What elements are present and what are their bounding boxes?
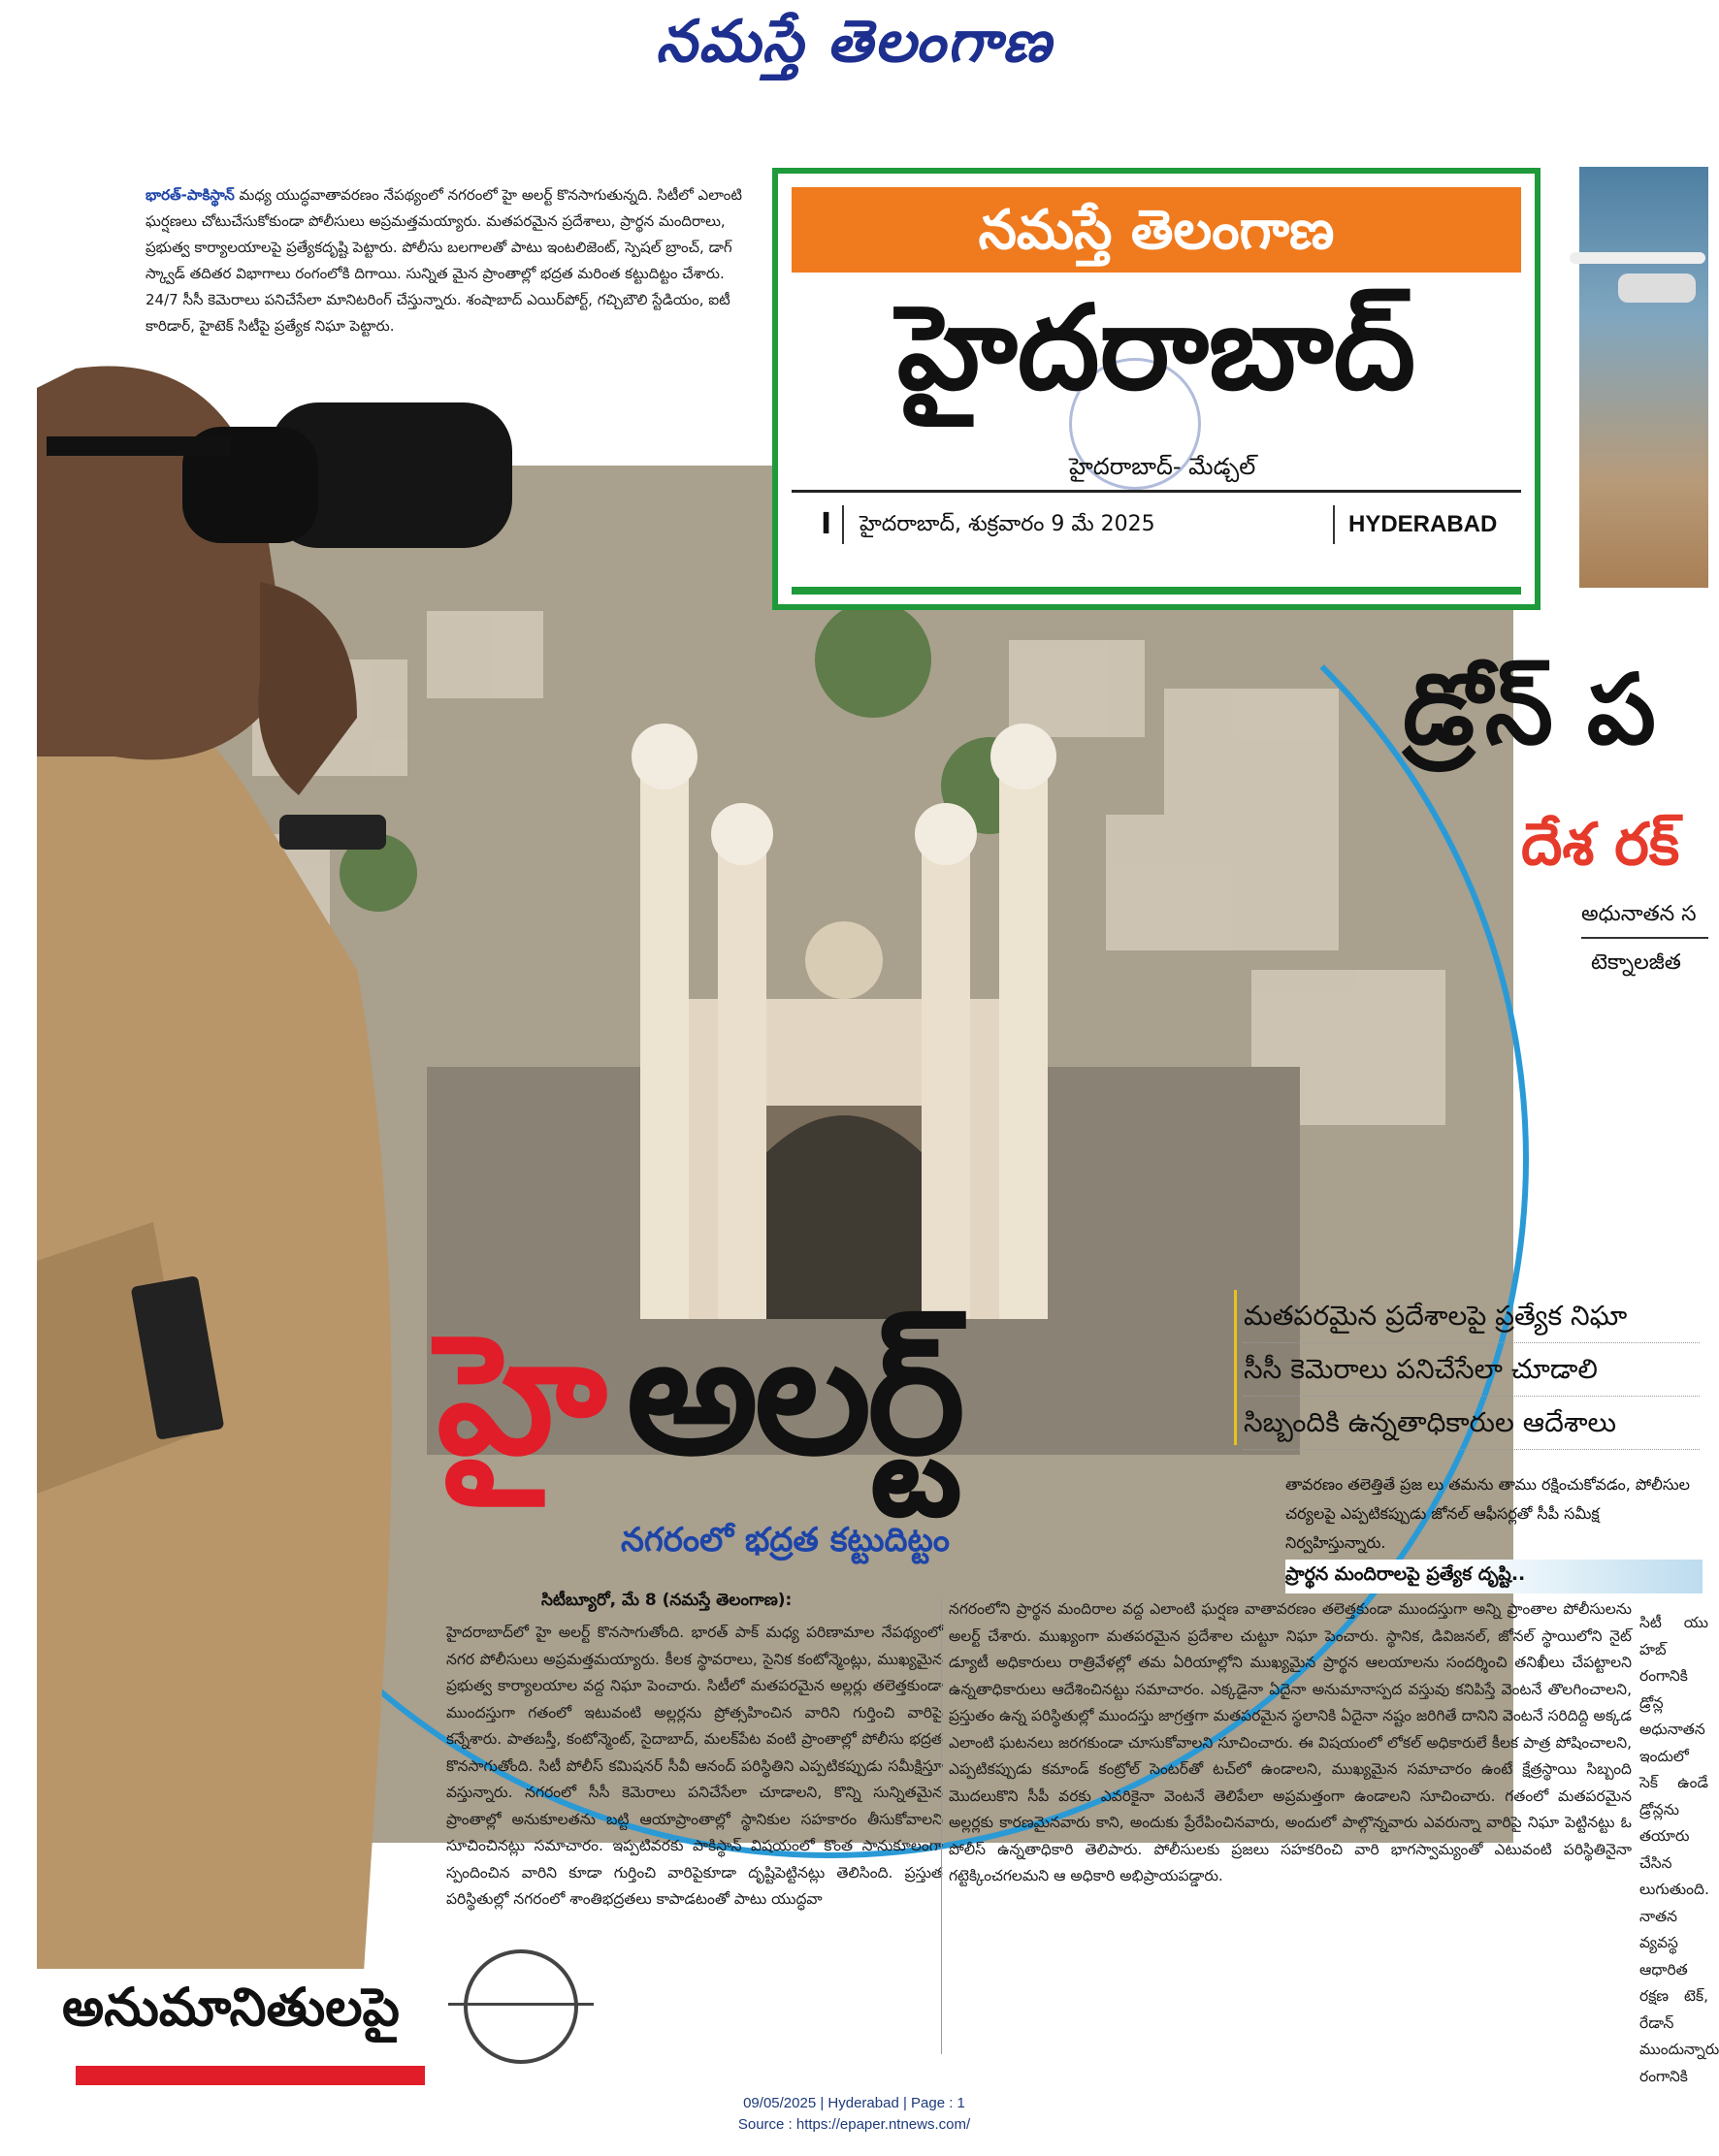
article-column-2: నగరంలోని ప్రార్థన మందిరాల వద్ద ఎలాంటి ఘర్షణ వాతావరణం తలెత్తకుండా ముందస్తుగా అన్ని ప్రాంతాల పోలీసులను అలర్ట్‌ చేశారు. ముఖ్యంగా మతపరమైన ప్రదేశాల చుట్టూ నిఘా పెంచారు. స్థానిక, డివిజనల్‌, జోనల్‌ స్థాయిలోని నైట్‌ డ్యూటీ అధికారులు రాత్రివేళల్లో తమ ఏరియాల్లోని ముఖ్యమైన ప్రార్థన ఆలయాలను సందర్శించి తనిఖీలు చేపట్టాలని ఉన్నతాధికారులు ఆదేశించినట్టు సమాచారం. ఎక్కడైనా ఏదైనా అనుమానాస్పద వస్తువు కనిపిస్తే వెంటనే తొలగించాలని, ప్రస్తుతం ఉన్న పరిస్థితుల్లో ముందస్తు జాగ్రత్తగా మతపరమైన స్థలానికి ఏదైనా నష్టం జరిగితే దానిని వెంటనే సరిదిద్ది అక్కడ ఎలాంటి ఘటనలు జరగకుండా చూసుకోవాలని సూచించారు. ఈ విషయంలో లోకల్‌ అధికారులే కీలక పాత్ర పోషించాలని, ఎప్పటికప్పుడు కమాండ్‌ కంట్రోల్‌ సెంటర్‌తో టచ్‌లో ఉండాలని, ముఖ్యమైన సమాచారం ఉంటే క్షేత్రస్థాయి సిబ్బంది మొదలుకొని సీపీ వరకు ఎవరికైనా వెంటనే తెలిపేలా అప్రమత్తంగా ఉండాలని సూచించారు. గతంలో మతపరమైన అల్లర్లకు కారణమైనవారు కాని, అందుకు ప్రేరేపించినవారు, అందులో పాల్గొన్నవారు ఎవరున్నా వారిపై నిఘా పెట్టినట్టు ఓ పోలీస్‌ ఉన్నతాధికారి తెలిపారు. పోలీసులకు ప్రజలు సహకరించి వారి భాగస్వామ్యంతో ఎటువంటి పరిస్థితినైనా గట్టెక్కించగలమని ఆ అధికారి అభిప్రాయపడ్డారు. (949, 1600, 1632, 1884)
logo-date-row (792, 498, 1521, 552)
article-column-3: సిటీ యు హబ్‌ రంగానికి డ్రోన్ల అధునాతన ఇందులో సెక్‌ ఉండే డ్రోన్లను తయారు చేసిన లుగుతుంది. నాతన వ్యవస్థ ఆధారిత రక్షణ టెక్‌, రేడాన్‌ ముందున్నారు రంగానికి (1639, 1614, 1719, 2085)
headline-black: అలర్ట్‌ (626, 1300, 961, 1492)
photo-caption (146, 182, 747, 339)
divider (1581, 937, 1708, 939)
drone-photo (1579, 167, 1708, 588)
drone-story-line: అధునాతన స (1581, 902, 1697, 926)
headline-subtitle: నగరంలో భద్రత కట్టుదిట్టం (621, 1521, 950, 1560)
footer-source: Source : https://epaper.ntnews.com/ (737, 2116, 971, 2133)
caption-text: మధ్య యుద్ధవాతావరణం నేపథ్యంలో నగరంలో హై అలర్ట్‌ కొనసాగుతున్నది. సిటీలో ఎలాంటి ఘర్షణలు చోటుచేసుకోకుండా పోలీసులు అప్రమత్తమయ్యారు. మతపరమైన ప్రదేశాలు, ప్రార్థన మందిరాలు, ప్రభుత్వ కార్యాలయాలపై ప్రత్యేకదృష్టి పెట్టారు. పోలీసు బలగాలతో పాటు ఇంటలిజెంట్‌, స్పెషల్‌ బ్రాంచ్‌, డాగ్‌ స్క్వాడ్‌ తదితర విభాగాలు రంగంలోకి దిగాయి. సున్నిత మైన ప్రాంతాల్లో భద్రత మరింత కట్టుదిట్టం చేశారు. 24/7 సీసీ కెమెరాలు పనిచేసేలా మానిటరింగ్‌ చేస్తున్నారు. శంషాబాద్‌ ఎయిర్‌పోర్ట్‌, గచ్చిబౌలి స్టేడియం, ఐటీ కారిడార్‌, హైటెక్‌ సిటీపై ప్రత్యేక నిఘా పెట్టారు. (146, 186, 742, 335)
drone-story-line: టెక్నాలజీత (1591, 950, 1681, 975)
crosshair-icon (464, 1949, 578, 2064)
column-divider (941, 1598, 942, 2054)
divider (842, 505, 844, 544)
main-headline (437, 1300, 961, 1532)
side-story-red-bar (76, 2066, 425, 2085)
edition-logo-box (772, 168, 1541, 610)
highlight-list (1244, 1290, 1700, 1450)
highlight-item: సిబ్బందికి ఉన్నతాధికారుల ఆదేశాలు (1244, 1397, 1700, 1450)
edition-name: HYDERABAD (1348, 511, 1498, 537)
caption-lead: భారత్‌-పాకిస్థాన్‌ (146, 186, 235, 204)
drone-body (1618, 274, 1696, 303)
highlight-item: మతపరమైన ప్రదేశాలపై ప్రత్యేక నిఘా (1244, 1290, 1700, 1343)
divider (1333, 505, 1335, 544)
dateline: సిటీబ్యూరో, మే 8 (నమస్తే తెలంగాణ): (541, 1591, 793, 1610)
edition-number: I (821, 507, 832, 541)
side-story-box (37, 1969, 493, 2085)
headline-red: హై (437, 1300, 603, 1492)
logo-green-bar (792, 587, 1521, 595)
drone-rotor (1570, 252, 1705, 264)
bullet-accent-bar (1234, 1290, 1237, 1445)
edition-date: హైదరాబాద్‌, శుక్రవారం 9 మే 2025 (860, 512, 1155, 536)
masthead-logo: నమస్తే తెలంగాణ (655, 8, 1054, 76)
article-column-1: హైదరాబాద్‌లో హై అలర్ట్‌ కొనసాగుతోంది. భారత్‌ పాక్‌ మధ్య పరిణామాల నేపథ్యంలో నగర పోలీసులు అప్రమత్తమయ్యారు. కీలక స్థావరాలు, సైనిక కంటోన్మెంట్లు, ముఖ్యమైన ప్రభుత్వ కార్యాలయాల వద్ద నిఘా పెంచారు. సిటీలో మతపరమైన అల్లర్లు తలెత్తకుండా ముందస్తుగా గతంలో ఇటువంటి అల్లర్లను ప్రోత్సహించిన వారిని గుర్తించి వారిపై కన్నేశారు. పాతబస్తీ, కంటోన్మెంట్‌, సైదాబాద్‌, మలక్‌పేట వంటి ప్రాంతాల్లో పోలీసు భద్రత కొనసాగుతోంది. సిటీ పోలీస్‌ కమిషనర్‌ సీవీ ఆనంద్‌ పరిస్థితిని ఎప్పటికప్పుడు సమీక్షిస్తూ వస్తున్నారు. నగరంలో సీసీ కెమెరాలు పనిచేసేలా చూడాలని, కొన్ని సున్నితమైన ప్రాంతాల్లో అనుకూలతను బట్టి ఆయాప్రాంతాల్లో స్థానికుల సహకారం తీసుకోవాలని సూచించినట్లు సమాచారం. ఇప్పటివరకు పాకిస్థాన్‌ విషయంలో కొంత సానుకూలంగా స్పందించిన వారిని కూడా గుర్తించి వారిపైకూడా దృష్టిపెట్టినట్లు తెలిసింది. ప్రస్తుత పరిస్థితుల్లో నగరంలో శాంతిభద్రతలు కాపాడటంతో పాటు యుద్ధవా (446, 1624, 943, 1908)
logo-subtitle: హైదరాబాద్‌- మేడ్చల్‌ (1069, 453, 1256, 480)
section-subhead: ప్రార్థన మందిరాలపై ప్రత్యేక దృష్టి.. (1285, 1560, 1703, 1593)
logo-divider (792, 490, 1521, 493)
side-story-title: అనుమానితులపై (62, 1977, 400, 2038)
footer-date: 09/05/2025 | Hyderabad | Page : 1 (743, 2095, 965, 2111)
logo-city: హైదరాబాద్‌ (896, 279, 1416, 416)
drone-story-subhead: దేశ రక్ (1521, 811, 1680, 879)
drone-story-headline: డ్రోన్‌ ప (1403, 652, 1656, 766)
highlight-item: సీసీ కెమెరాలు పనిచేసేలా చూడాలి (1244, 1343, 1700, 1397)
note-paragraph: తావరణం తలెత్తితే ప్రజ లు తమను తాము రక్షించుకోవడం, పోలీసుల చర్యలపై ఎప్పటికప్పుడు జోనల్‌ ఆఫీసర్లతో సీపీ సమీక్ష నిర్వహిస్తున్నారు. (1285, 1475, 1690, 1552)
logo-brand: నమస్తే తెలంగాణ (792, 187, 1521, 273)
